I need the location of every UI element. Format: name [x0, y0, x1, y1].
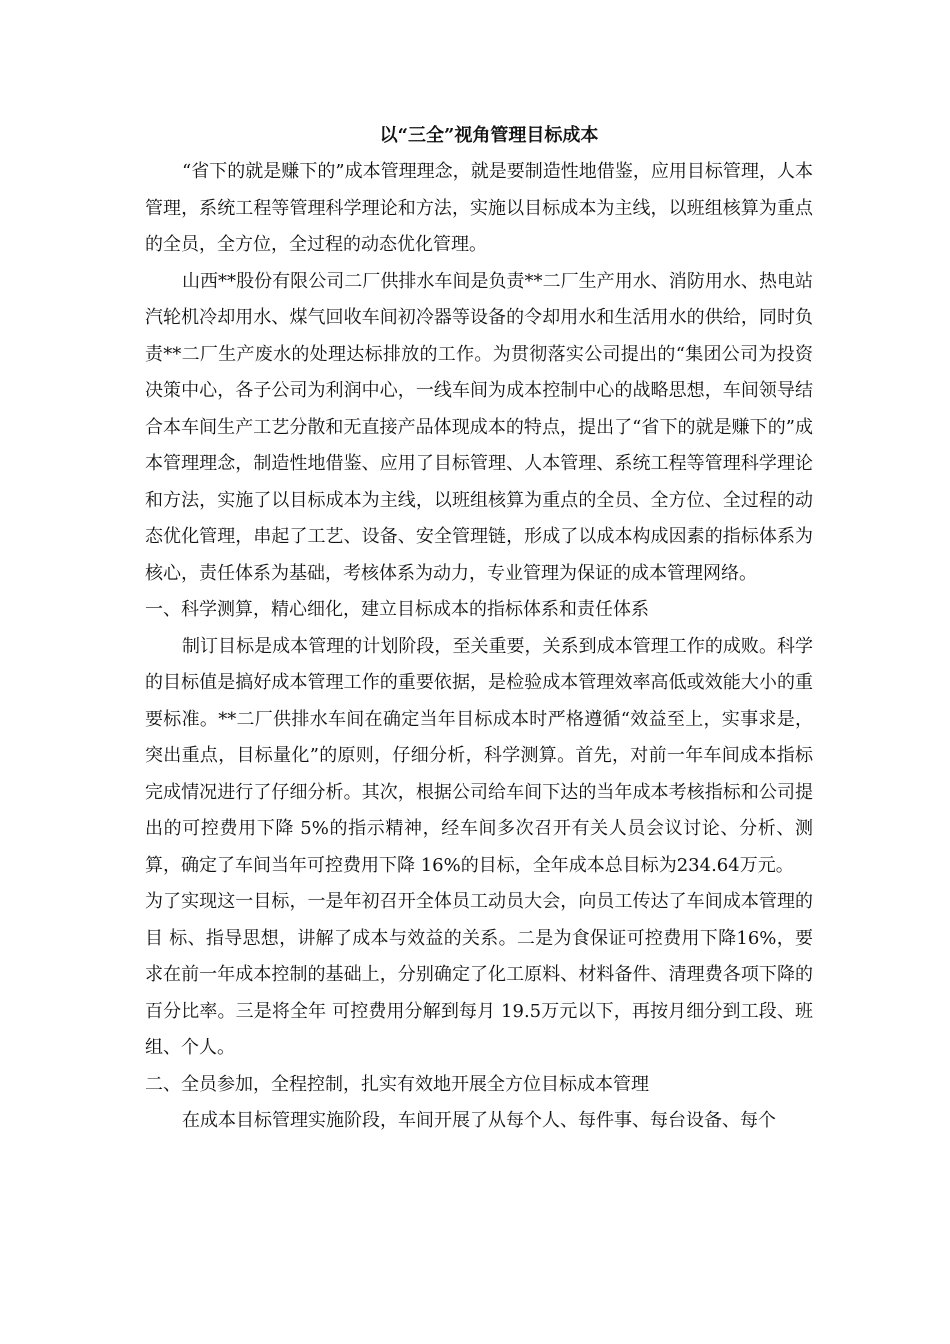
paragraph-background: 山西**股份有限公司二厂供排水车间是负责**二厂生产用水、消防用水、热电站汽轮机冷却用水、煤气回收车间初冷器等设备的令却用水和生活用水的供给，同时负责**二厂生产废水的处理达标排放的工作。为贯彻落实公司提出的“集团公司为投资决策中心，各子公司为利润中心，一线车间为成本控制中心的战略思想，车间领导结合本车间生产工艺分散和无直接产品体现成本的特点，提出了“省下的就是赚下的”成本管理理念，制造性地借鉴、应用了目标管理、人本管理、系统工程等管理科学理论和方法，实施了以目标成本为主线，以班组核算为重点的全员、全方位、全过程的动态优化管理，串起了工艺、设备、安全管理链，形成了以成本构成因素的指标体系为核心，责任体系为基础，考核体系为动力，专业管理为保证的成本管理网络。: [145, 270, 813, 584]
paragraph-intro: “省下的就是赚下的”成本管理理念，就是要制造性地借鉴，应用目标管理，人本管理，系统工程等管理科学理论和方法，实施以目标成本为主线，以班组核算为重点的全员，全方位，全过程的动态优化管理。: [145, 161, 813, 255]
document-title: 以“三全”视角管理目标成本: [379, 125, 599, 146]
section-heading-2: 二、全员参加，全程控制，扎实有效地开展全方位目标成本管理: [145, 1073, 649, 1095]
section-heading-1: 一、科学测算，精心细化，建立目标成本的指标体系和责任体系: [145, 599, 649, 620]
paragraph-implementation: 在成本目标管理实施阶段，车间开展了从每个人、每件事、每台设备、每个: [182, 1110, 776, 1131]
document-page: [145, 118, 813, 1140]
paragraph-target-setting: 制订目标是成本管理的计划阶段，至关重要，关系到成本管理工作的成败。科学的目标值是搞好成本管理工作的重要依据，是检验成本管理效率高低或效能大小的重要标准。**二厂供排水车间在确定当年目标成本时严格遵循“效益至上，实事求是，突出重点，目标量化”的原则，仔细分析，科学测算。首先，对前一年车间成本指标完成情况进行了仔细分析。其次，根据公司给车间下达的当年成本考核指标和公司提出的可控费用下降 5%的指示精神，经车间多次召开有关人员会议讨论、分析、测算，确定了车间当年可控费用下降 16%的目标，全年成本总目标为234.64万元。: [145, 635, 813, 876]
paragraph-target-measures: 为了实现这一目标，一是年初召开全体员工动员大会，向员工传达了车间成本管理的目 标、指导思想，讲解了成本与效益的关系。二是为食保证可控费用下降16%，要求在前一年成本控制的基础上，分别确定了化工原料、材料备件、清理费各项下降的百分比率。三是将全年 可控费用分解到每月 19.5万元以下，再按月细分到工段、班组、个人。: [145, 891, 813, 1058]
